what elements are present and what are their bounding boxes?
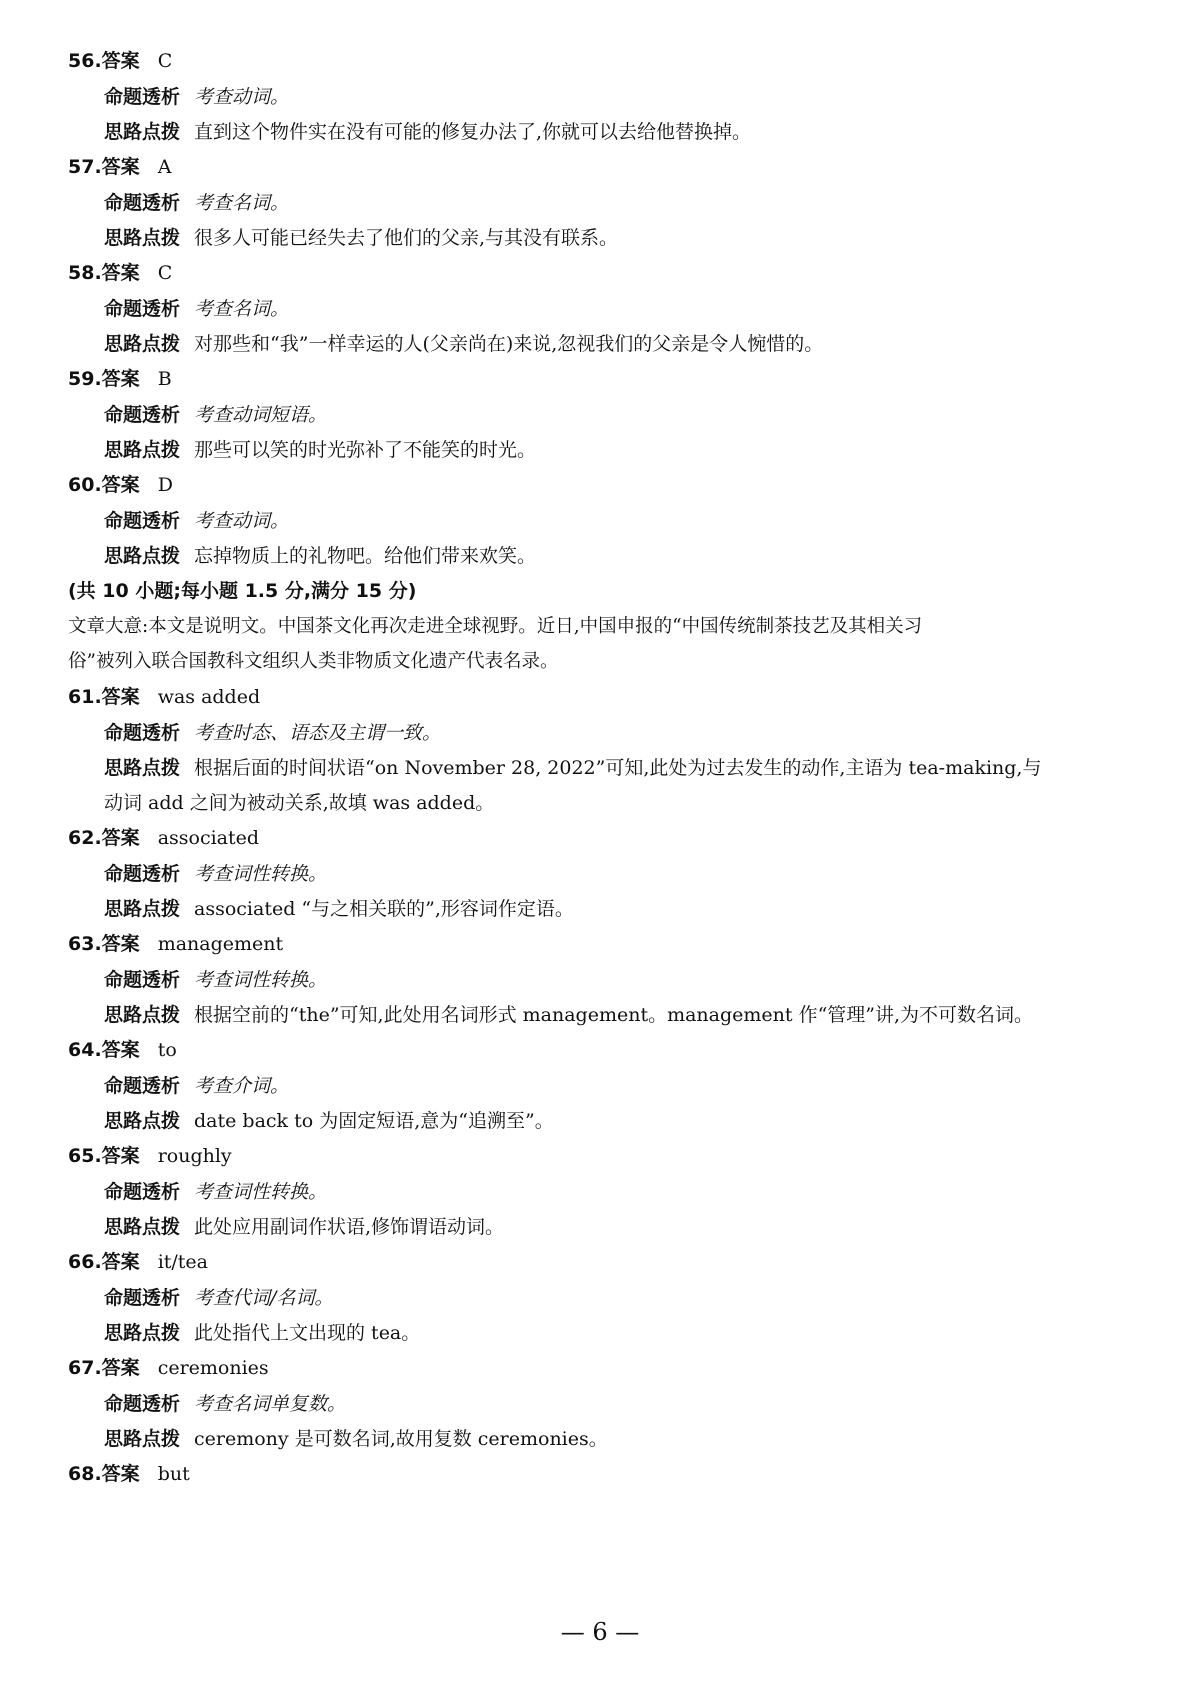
question-60-answer: 60.答案 D: [68, 474, 173, 496]
section-header: (共 10 小题;每小题 1.5 分,满分 15 分): [68, 580, 417, 602]
question-59-answer: 59.答案 B: [68, 368, 172, 390]
question-60-point: 命题透析 考查动词。: [104, 510, 290, 532]
question-64-answer: 64.答案 to: [68, 1039, 177, 1061]
question-67-point: 命题透析 考查名词单复数。: [104, 1393, 347, 1415]
question-59-point: 命题透析 考查动词短语。: [104, 404, 328, 426]
question-62-answer: 62.答案 associated: [68, 827, 260, 849]
question-57-point: 命题透析 考查名词。: [104, 192, 290, 214]
question-64-hint: 思路点拨 date back to 为固定短语,意为“追溯至”。: [104, 1110, 554, 1132]
question-63-answer: 63.答案 management: [68, 933, 284, 955]
question-56-answer: 56.答案 C: [68, 50, 173, 72]
question-62-hint: 思路点拨 associated “与之相关联的”,形容词作定语。: [104, 898, 574, 920]
question-61-hint: 思路点拨 根据后面的时间状语“on November 28, 2022”可知,此处为过去发生的动作,主语为 tea-making,与: [104, 757, 1042, 779]
question-66-answer: 66.答案 it/tea: [68, 1251, 209, 1273]
page-number: — 6 —: [560, 1618, 640, 1646]
question-58-point: 命题透析 考查名词。: [104, 298, 290, 320]
question-65-hint: 思路点拨 此处应用副词作状语,修饰谓语动词。: [104, 1216, 505, 1238]
question-62-point: 命题透析 考查词性转换。: [104, 863, 328, 885]
question-68-answer: 68.答案 but: [68, 1463, 190, 1485]
question-66-hint: 思路点拨 此处指代上文出现的 tea。: [104, 1322, 421, 1344]
question-56-hint: 思路点拨 直到这个物件实在没有可能的修复办法了,你就可以去给他替换掉。: [104, 121, 752, 143]
summary-line-2: 俗”被列入联合国教科文组织人类非物质文化遗产代表名录。: [68, 651, 559, 672]
question-58-answer: 58.答案 C: [68, 262, 173, 284]
question-65-answer: 65.答案 roughly: [68, 1145, 232, 1167]
question-67-hint: 思路点拨 ceremony 是可数名词,故用复数 ceremonies。: [104, 1428, 608, 1450]
question-59-hint: 思路点拨 那些可以笑的时光弥补了不能笑的时光。: [104, 439, 537, 461]
summary-line-1: 文章大意:本文是说明文。中国茶文化再次走进全球视野。近日,中国申报的“中国传统制茶技艺及其相关习: [68, 616, 923, 637]
question-60-hint: 思路点拨 忘掉物质上的礼物吧。给他们带来欢笑。: [104, 545, 537, 567]
question-63-point: 命题透析 考查词性转换。: [104, 969, 328, 991]
question-66-point: 命题透析 考查代词/名词。: [104, 1287, 334, 1309]
question-57-hint: 思路点拨 很多人可能已经失去了他们的父亲,与其没有联系。: [104, 227, 619, 249]
question-67-answer: 67.答案 ceremonies: [68, 1357, 269, 1379]
question-64-point: 命题透析 考查介词。: [104, 1075, 290, 1097]
question-65-point: 命题透析 考查词性转换。: [104, 1181, 328, 1203]
question-56-point: 命题透析 考查动词。: [104, 86, 290, 108]
question-61-answer: 61.答案 was added: [68, 686, 261, 708]
question-57-answer: 57.答案 A: [68, 156, 172, 178]
question-61-hint-cont: 动词 add 之间为被动关系,故填 was added。: [104, 792, 495, 814]
question-63-hint: 思路点拨 根据空前的“the”可知,此处用名词形式 management。management 作“管理”讲,为不可数名词。: [104, 1004, 1034, 1026]
question-58-hint: 思路点拨 对那些和“我”一样幸运的人(父亲尚在)来说,忽视我们的父亲是令人惋惜的。: [104, 333, 824, 355]
question-61-point: 命题透析 考查时态、语态及主谓一致。: [104, 722, 442, 744]
